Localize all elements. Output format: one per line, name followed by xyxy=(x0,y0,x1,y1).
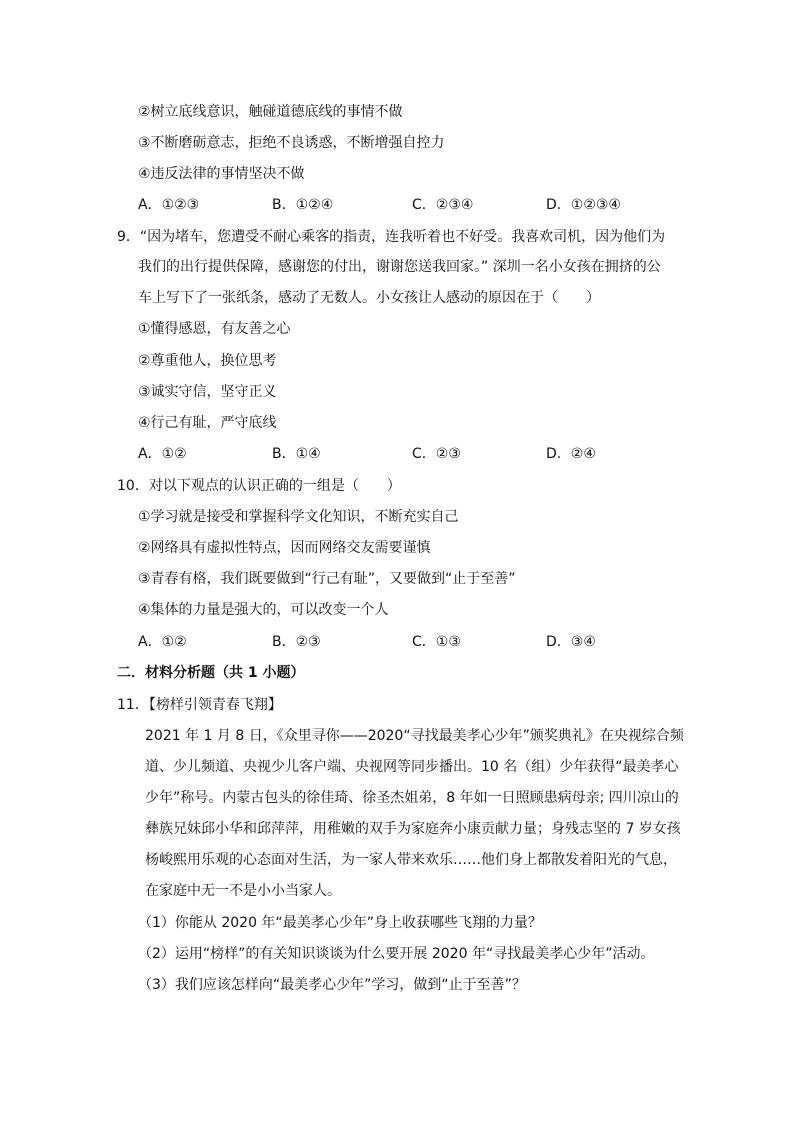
q10-item-3: ③青春有格，我们既要做到“行己有耻”，又要做到“止于至善” xyxy=(138,571,516,587)
q10-item-1: ①学习就是接受和掌握科学文化知识，不断充实自己 xyxy=(138,509,459,525)
q9-item-4: ④行己有耻，严守底线 xyxy=(138,415,277,431)
q11-question-1: （1）你能从 2020 年“最美孝心少年”身上收获哪些飞翔的力量？ xyxy=(138,915,542,931)
q9-item-1: ①懂得感恩，有友善之心 xyxy=(138,321,291,337)
q11-title: 11．【榜样引领青春飞翔】 xyxy=(117,697,282,713)
q11-material-line-4: 彝族兄妹邱小华和邱萍萍，用稚嫩的双手为家庭奔小康贡献力量；身残志坚的 7 岁女孩 xyxy=(145,821,681,837)
q10-option-a: A．①② xyxy=(138,634,187,650)
q11-material-line-3: 少年”称号。内蒙古包头的徐佳琦、徐圣杰姐弟，8 年如一日照顾患病母亲; 四川凉山的 xyxy=(145,790,679,806)
section-2-title: 二．材料分析题（共 1 小题） xyxy=(117,665,305,681)
q8-option-c: C．②③④ xyxy=(412,197,474,213)
q9-stem-line-3: 车上写下了一张纸条，感动了无数人。小女孩让人感动的原因在于（ ） xyxy=(138,290,600,306)
q9-item-3: ③诚实守信，坚守正义 xyxy=(138,384,277,400)
q8-item-2: ②树立底线意识，触碰道德底线的事情不做 xyxy=(138,104,403,120)
q10-option-b: B．②③ xyxy=(272,634,321,650)
q8-item-4: ④违反法律的事情坚决不做 xyxy=(138,166,305,182)
q11-question-3: （3）我们应该怎样向“最美孝心少年”学习，做到“止于至善”？ xyxy=(138,977,526,993)
q9-stem-line-2: 我们的出行提供保障，感谢您的付出，谢谢您送我回家。” 深圳一名小女孩在拥挤的公 xyxy=(138,259,661,275)
q8-option-a: A．①②③ xyxy=(138,197,200,213)
q8-item-3: ③不断磨砺意志，拒绝不良诱惑，不断增强自控力 xyxy=(138,135,445,151)
q11-material-line-5: 杨峻熙用乐观的心态面对生活，为一家人带来欢乐……他们身上都散发着阳光的气息， xyxy=(145,852,677,868)
q9-option-a: A．①② xyxy=(138,446,187,462)
q9-stem-line-1: 9．“因为堵车，您遭受不耐心乘客的指责，连我听着也不好受。我喜欢司机，因为他们为 xyxy=(117,229,666,245)
q11-material-line-2: 道、少儿频道、央视少儿客户端、央视网等同步播出。10 名（组）少年获得“最美孝心 xyxy=(145,759,679,775)
q11-material-line-6: 在家庭中无一不是小小当家人。 xyxy=(145,883,341,899)
q11-question-2: （2）运用“榜样”的有关知识谈谈为什么要开展 2020 年“寻找最美孝心少年”活动。 xyxy=(138,946,655,962)
q10-stem: 10．对以下观点的认识正确的一组是（ ） xyxy=(117,478,401,494)
q9-option-c: C．②③ xyxy=(412,446,461,462)
q8-option-b: B．①②④ xyxy=(272,197,334,213)
q9-item-2: ②尊重他人，换位思考 xyxy=(138,353,277,369)
q10-option-d: D．③④ xyxy=(546,634,596,650)
q11-material-line-1: 2021 年 1 月 8 日，《众里寻你——2020“寻找最美孝心少年”颁奖典礼》在央视综合频 xyxy=(145,728,684,744)
q10-item-4: ④集体的力量是强大的，可以改变一个人 xyxy=(138,602,389,618)
q10-item-2: ②网络具有虚拟性特点，因而网络交友需要谨慎 xyxy=(138,540,431,556)
q9-option-b: B．①④ xyxy=(272,446,321,462)
q9-option-d: D．②④ xyxy=(546,446,596,462)
q8-option-d: D．①②③④ xyxy=(546,197,621,213)
q10-option-c: C．①③ xyxy=(412,634,461,650)
